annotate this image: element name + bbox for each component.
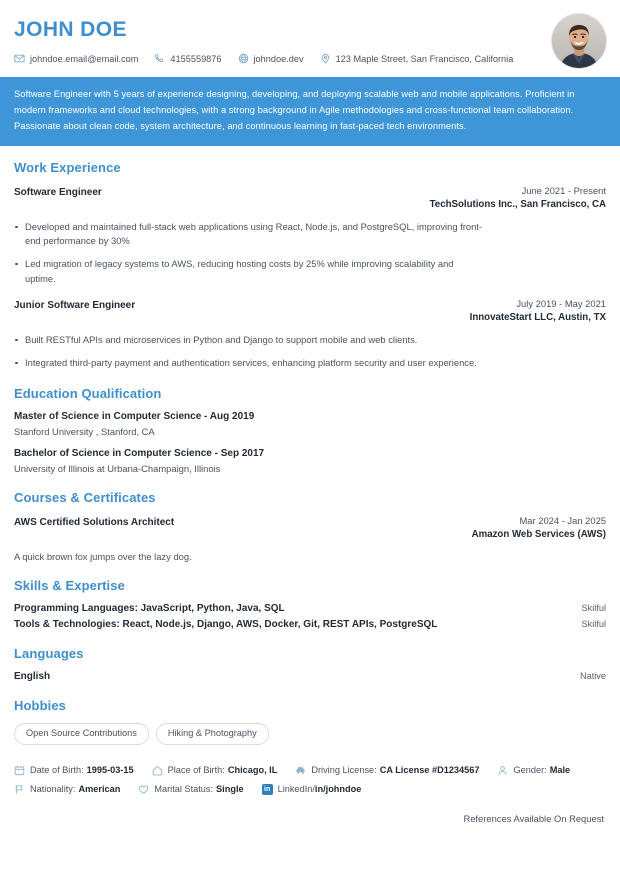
detail-label: Marital Status: <box>154 784 214 795</box>
detail-marital-status <box>138 784 243 795</box>
list-item: Built RESTful APIs and microservices in Python and Django to support mobile and web clients. <box>14 333 484 348</box>
section-title-education: Education Qualification <box>14 386 162 402</box>
section-title-skills: Skills & Expertise <box>14 577 125 593</box>
resume-header <box>0 0 620 64</box>
calendar-icon <box>14 765 25 776</box>
detail-value: Single <box>216 784 244 795</box>
language-level: Native <box>579 670 606 681</box>
resume-body <box>0 160 620 824</box>
education-item <box>14 448 606 474</box>
section-title-languages: Languages <box>14 645 84 661</box>
work-entry <box>14 298 606 370</box>
work-entry-org: TechSolutions Inc., San Francisco, CA <box>429 198 606 210</box>
hobby-chip-list <box>14 723 606 745</box>
section-title-hobbies: Hobbies <box>14 697 66 713</box>
work-entry-meta <box>470 298 606 324</box>
detail-label: LinkedIn/ <box>277 784 315 795</box>
phone-icon <box>154 53 165 64</box>
education-school: Stanford University , Stanford, CA <box>14 426 155 438</box>
detail-linkedin[interactable] <box>262 784 362 795</box>
email-icon <box>14 53 25 64</box>
education-degree: Bachelor of Science in Computer Science - Sep 2017 <box>14 448 265 460</box>
work-entry-meta <box>430 185 606 211</box>
skill-level: Skilful <box>581 618 606 629</box>
car-icon <box>295 765 306 776</box>
personal-details-row <box>14 784 606 795</box>
detail-value: Male <box>549 765 571 776</box>
list-item: Led migration of legacy systems to AWS, reducing hosting costs by 25% while improving scalability and uptime. <box>14 257 484 286</box>
work-entry <box>14 185 606 286</box>
section-skills <box>14 578 606 630</box>
contact-row <box>14 53 606 64</box>
skill-label: Programming Languages: JavaScript, Python, Java, SQL <box>14 602 285 614</box>
course-name: AWS Certified Solutions Architect <box>14 517 175 529</box>
linkedin-icon <box>262 784 273 795</box>
work-entry-bullets <box>14 220 606 286</box>
summary-band: Software Engineer with 5 years of experience designing, developing, and deploying scalable web and mobile applications. Proficient in modern frameworks and cloud technologies, with a strong background in Agile methodologies and cross-functional team collaboration. Passionate about clean code, system architecture, and continuous learning in fast-paced tech environments. <box>0 77 620 146</box>
detail-label: Driving License: <box>311 765 377 776</box>
work-entry-org: InnovateStart LLC, Austin, TX <box>469 311 606 323</box>
language-row <box>14 671 606 682</box>
contact-email-text: johndoe.email@email.com <box>30 53 139 64</box>
globe-icon <box>238 53 249 64</box>
skill-label: Tools & Technologies: React, Node.js, Django, AWS, Docker, Git, REST APIs, PostgreSQL <box>14 618 438 630</box>
avatar <box>552 14 606 68</box>
work-entry-date: June 2021 - Present <box>521 185 606 197</box>
education-school: University of Illinois at Urbana-Champaign, Illinois <box>14 463 221 475</box>
section-languages <box>14 646 606 682</box>
contact-website[interactable] <box>238 53 304 64</box>
work-entry-role: Junior Software Engineer <box>14 300 136 312</box>
linkedin-badge: in <box>262 784 273 795</box>
location-pin-icon <box>320 53 331 64</box>
detail-label: Place of Birth: <box>167 765 225 776</box>
hobby-chip[interactable]: Hiking & Photography <box>156 723 269 745</box>
education-degree: Master of Science in Computer Science - Aug 2019 <box>14 411 255 423</box>
detail-value: CA License #D1234567 <box>379 765 480 776</box>
detail-gender <box>497 765 570 776</box>
detail-place-of-birth <box>152 765 278 776</box>
course-item <box>14 515 606 562</box>
flag-icon <box>14 784 25 795</box>
course-issuer: Amazon Web Services (AWS) <box>471 528 606 540</box>
detail-value: in/johndoe <box>314 784 362 795</box>
page-title: JOHN DOE <box>14 18 127 41</box>
contact-website-text: johndoe.dev <box>253 53 304 64</box>
detail-value: 1995-03-15 <box>86 765 134 776</box>
work-entry-date: July 2019 - May 2021 <box>516 298 606 310</box>
detail-driving-license <box>295 765 479 776</box>
work-entry-head <box>14 298 606 324</box>
detail-nationality <box>14 784 120 795</box>
contact-email[interactable] <box>14 53 138 64</box>
skill-row <box>14 619 606 630</box>
course-head <box>14 515 606 541</box>
course-meta <box>472 515 606 541</box>
section-education <box>14 386 606 474</box>
skill-level: Skilful <box>581 602 606 613</box>
section-work-experience <box>14 160 606 370</box>
contact-phone-text: 4155559876 <box>170 53 222 64</box>
detail-value: Chicago, IL <box>227 765 278 776</box>
language-name: English <box>14 670 51 682</box>
skill-row <box>14 603 606 614</box>
course-description: A quick brown fox jumps over the lazy dog. <box>14 550 192 562</box>
hobby-chip[interactable]: Open Source Contributions <box>14 723 149 745</box>
list-item: Developed and maintained full-stack web applications using React, Node.js, and PostgreSQL, improving front-end performance by 30% <box>14 220 484 249</box>
section-courses <box>14 490 606 562</box>
detail-label: Date of Birth: <box>30 765 84 776</box>
detail-value: American <box>78 784 121 795</box>
section-title-work-experience: Work Experience <box>14 160 121 176</box>
home-icon <box>152 765 163 776</box>
detail-label: Nationality: <box>30 784 76 795</box>
section-title-courses: Courses & Certificates <box>14 490 156 506</box>
work-entry-role: Software Engineer <box>14 187 102 199</box>
contact-address-text: 123 Maple Street, San Francisco, California <box>335 53 514 64</box>
personal-details-row <box>14 765 606 776</box>
references-note: References Available On Request <box>463 812 604 824</box>
heart-icon <box>138 784 149 795</box>
work-entry-head <box>14 185 606 211</box>
contact-address[interactable] <box>320 53 514 64</box>
course-date: Mar 2024 - Jan 2025 <box>519 515 606 527</box>
education-item <box>14 411 606 437</box>
list-item: Integrated third-party payment and authentication services, enhancing platform security and user experience. <box>14 356 484 371</box>
person-icon <box>497 765 508 776</box>
section-hobbies <box>14 698 606 745</box>
detail-date-of-birth <box>14 765 134 776</box>
work-entry-bullets <box>14 333 606 370</box>
detail-label: Gender: <box>513 765 547 776</box>
personal-details <box>14 765 606 795</box>
contact-phone[interactable] <box>154 53 221 64</box>
